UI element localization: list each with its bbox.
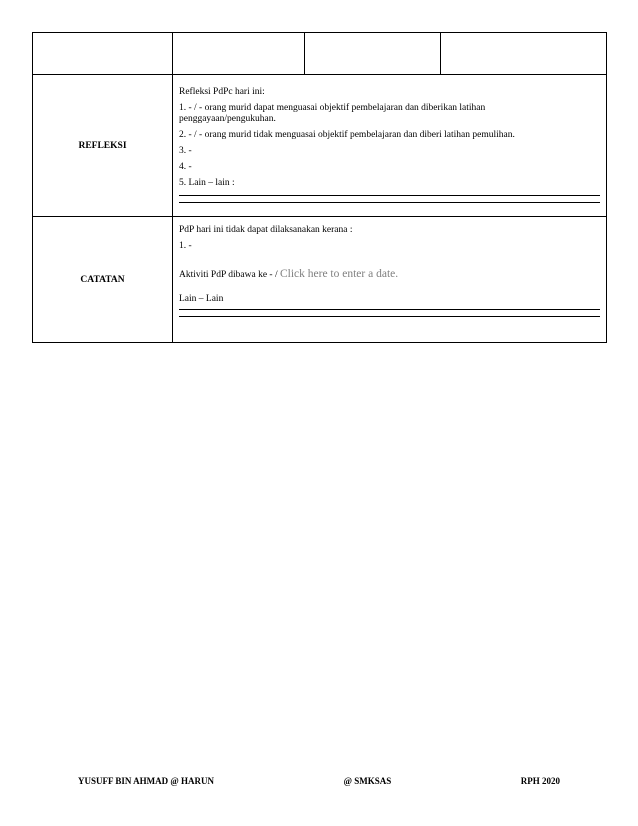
date-picker-placeholder[interactable]: Click here to enter a date. <box>279 267 399 280</box>
empty-cell-3[interactable] <box>305 33 441 75</box>
aktiviti-line <box>179 268 600 281</box>
page-footer <box>78 776 560 786</box>
refleksi-item-5: 5. Lain – lain : <box>179 177 235 188</box>
refleksi-heading: Refleksi PdPc hari ini: <box>179 87 265 97</box>
footer-school: @ SMKSAS <box>343 776 392 786</box>
refleksi-label: REFLEKSI <box>33 75 173 217</box>
rph-table <box>32 32 607 343</box>
footer-doc-id: RPH 2020 <box>520 776 560 786</box>
empty-cell-4[interactable] <box>441 33 607 75</box>
catatan-heading: PdP hari ini tidak dapat dilaksanakan kerana : <box>179 225 353 235</box>
refleksi-rule-2 <box>179 202 600 203</box>
catatan-lain: Lain – Lain <box>179 294 224 305</box>
refleksi-item-2: 2. - / - orang murid tidak menguasai objektif pembelajaran dan diberi latihan pemulihan. <box>179 129 515 140</box>
catatan-rule-2 <box>179 316 600 317</box>
empty-cell-2[interactable] <box>173 33 305 75</box>
catatan-content[interactable] <box>173 217 607 343</box>
refleksi-rule-1 <box>179 195 600 196</box>
refleksi-content[interactable] <box>173 75 607 217</box>
empty-cell-1[interactable] <box>33 33 173 75</box>
catatan-gap-1 <box>179 257 600 268</box>
top-empty-row <box>33 33 607 75</box>
catatan-row <box>33 217 607 343</box>
footer-author: YUSUFF BIN AHMAD @ HARUN <box>78 776 215 786</box>
aktiviti-prefix: Aktiviti PdP dibawa ke - / <box>179 269 278 280</box>
catatan-gap-2 <box>179 286 600 294</box>
catatan-label: CATATAN <box>33 217 173 343</box>
refleksi-row <box>33 75 607 217</box>
catatan-rule-1 <box>179 309 600 310</box>
refleksi-item-4: 4. - <box>179 161 192 172</box>
catatan-item-1: 1. - <box>179 240 192 251</box>
refleksi-item-1: 1. - / - orang murid dapat menguasai objektif pembelajaran dan diberikan latihan penggayaan/pengukuhan. <box>179 102 486 124</box>
refleksi-item-3: 3. - <box>179 145 192 156</box>
